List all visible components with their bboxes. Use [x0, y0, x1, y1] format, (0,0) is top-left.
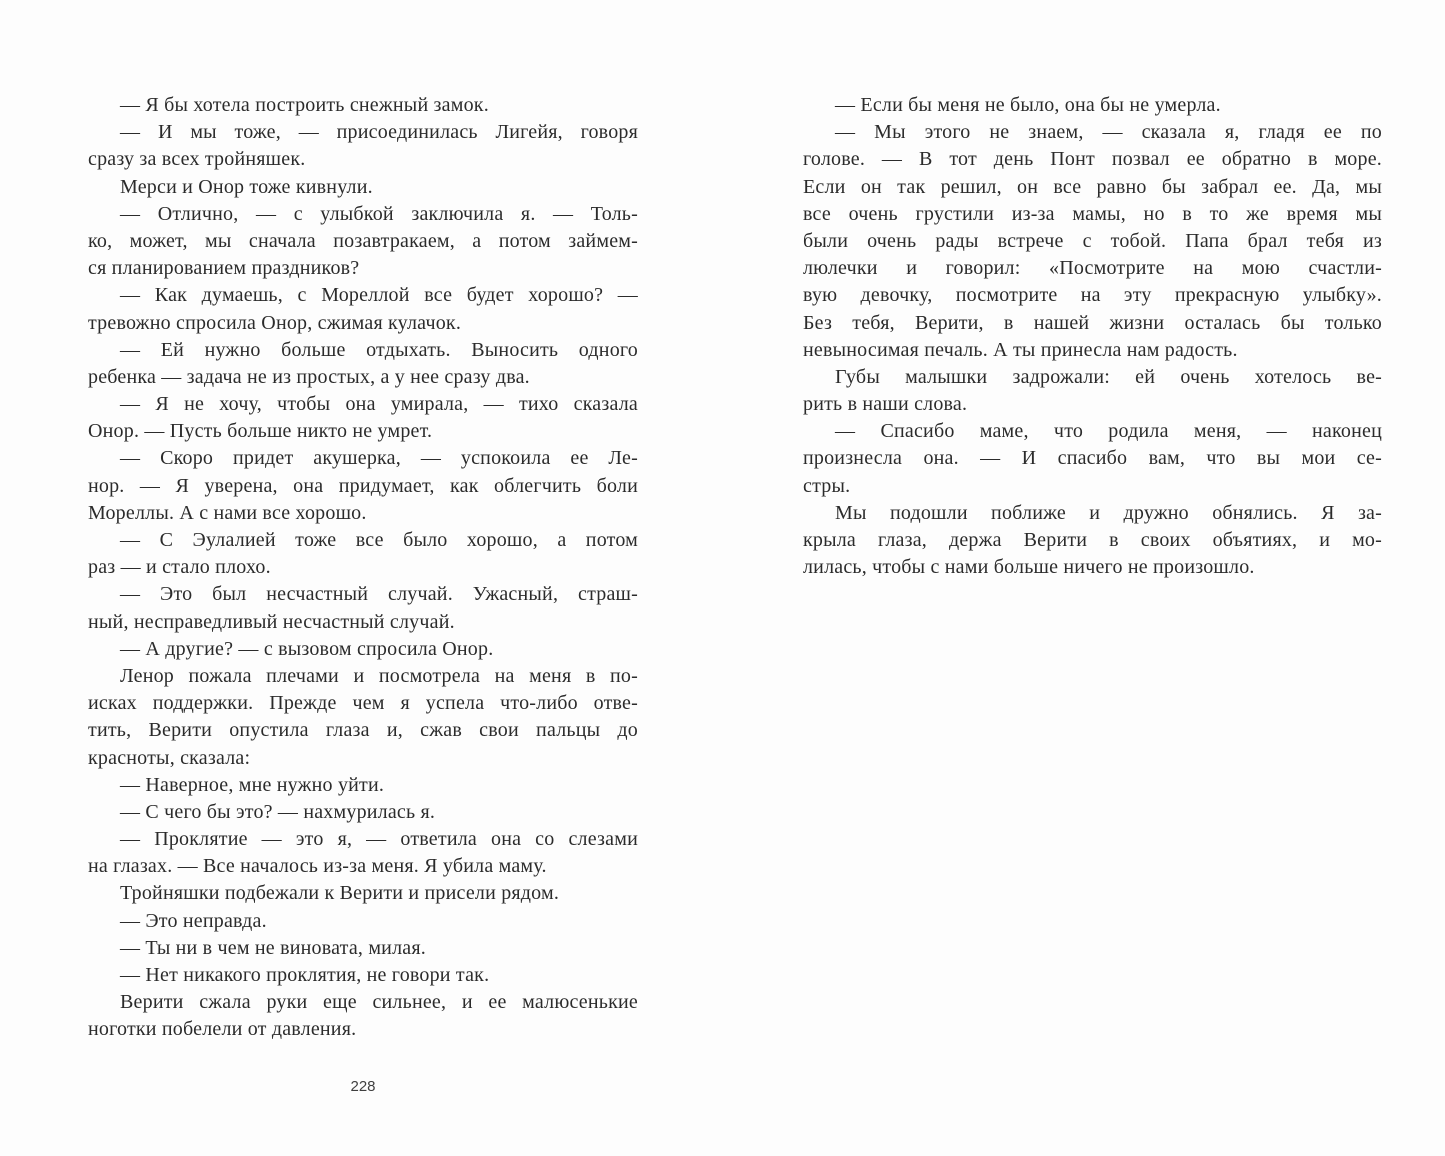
- text-line: — Проклятие — это я, — ответила она со слезами: [120, 828, 638, 851]
- text-line: — Наверное, мне нужно уйти.: [120, 773, 385, 796]
- text-line: Без тебя, Верити, в нашей жизни осталась бы только: [803, 311, 1382, 334]
- text-line: — Отлично, — с улыбкой заключила я. — Толь-: [120, 202, 638, 225]
- text-line: тить, Верити опустила глаза и, сжав свои пальцы до: [88, 719, 638, 742]
- left-page-text-column: [88, 92, 638, 1044]
- text-line: ребенка — задача не из простых, а у нее сразу два.: [88, 365, 530, 388]
- text-line: ноготки побелели от давления.: [88, 1018, 357, 1041]
- text-line: Мореллы. А с нами все хорошо.: [88, 501, 367, 524]
- text-line: Если он так решил, он все равно бы забрал ее. Да, мы: [803, 175, 1382, 198]
- text-line: нор. — Я уверена, она придумает, как облегчить боли: [88, 474, 638, 497]
- text-line: — Я бы хотела построить снежный замок.: [120, 94, 489, 116]
- text-line: красноты, сказала:: [88, 746, 251, 769]
- text-line: вую девочку, посмотрите на эту прекрасную улыбку».: [803, 284, 1382, 307]
- text-line: невыносимая печаль. А ты принесла нам радость.: [803, 338, 1238, 361]
- text-line: на глазах. — Все началось из-за меня. Я убила маму.: [88, 855, 547, 878]
- text-line: — Ты ни в чем не виновата, милая.: [120, 936, 426, 959]
- text-line: — Нет никакого проклятия, не говори так.: [120, 964, 490, 986]
- text-line: — Мы этого не знаем, — сказала я, гладя ее по: [835, 121, 1382, 144]
- text-line: Тройняшки подбежали к Верити и присели рядом.: [120, 882, 560, 905]
- text-line: — Скоро придет акушерка, — успокоила ее Ле-: [120, 447, 638, 470]
- text-line: стры.: [803, 474, 851, 497]
- text-line: произнесла она. — И спасибо вам, что вы мои се-: [803, 447, 1382, 470]
- text-line: — Если бы меня не было, она бы не умерла.: [835, 94, 1221, 116]
- text-line: ный, несправедливый несчастный случай.: [88, 610, 455, 633]
- text-line: голове. — В тот день Понт позвал ее обратно в море.: [803, 148, 1382, 171]
- text-line: были очень рады встрече с тобой. Папа брал тебя из: [803, 229, 1382, 252]
- text-line: Губы малышки задрожали: ей очень хотелось ве-: [835, 365, 1382, 388]
- text-line: — А другие? — с вызовом спросила Онор.: [120, 637, 494, 660]
- text-line: — С Эулалией тоже все было хорошо, а потом: [120, 529, 638, 551]
- text-line: лилась, чтобы с нами больше ничего не произошло.: [803, 556, 1255, 579]
- text-line: — Я не хочу, чтобы она умирала, — тихо сказала: [120, 393, 638, 416]
- text-line: все очень грустили из-за мамы, но в то же время мы: [803, 202, 1382, 225]
- text-line: Мы подошли поближе и дружно обнялись. Я за-: [835, 501, 1382, 524]
- text-line: — С чего бы это? — нахмурилась я.: [120, 800, 436, 823]
- text-line: крыла глаза, держа Верити в своих объятиях, и мо-: [803, 529, 1382, 551]
- page-number: 228: [350, 1078, 376, 1095]
- text-line: — Это неправда.: [120, 909, 267, 932]
- text-line: Мерси и Онор тоже кивнули.: [120, 175, 373, 198]
- text-line: ся планированием праздников?: [88, 257, 360, 280]
- right-page-text-column: [803, 92, 1382, 581]
- text-line: Онор. — Пусть больше никто не умрет.: [88, 420, 433, 443]
- text-line: тревожно спросила Онор, сжимая кулачок.: [88, 311, 462, 334]
- text-line: — И мы тоже, — присоединилась Лигейя, говоря: [120, 121, 638, 144]
- text-line: Ленор пожала плечами и посмотрела на меня в по-: [120, 664, 638, 687]
- text-line: ко, может, мы сначала позавтракаем, а потом займем-: [88, 229, 638, 252]
- text-line: — Ей нужно больше отдыхать. Выносить одного: [120, 338, 638, 361]
- text-line: сразу за всех тройняшек.: [88, 148, 306, 171]
- text-line: рить в наши слова.: [803, 393, 968, 416]
- text-line: — Спасибо маме, что родила меня, — наконец: [835, 420, 1382, 443]
- text-line: люлечки и говорил: «Посмотрите на мою счастли-: [803, 257, 1382, 280]
- text-line: Верити сжала руки еще сильнее, и ее малюсенькие: [120, 991, 638, 1014]
- text-line: исках поддержки. Прежде чем я успела что-либо отве-: [88, 692, 638, 715]
- text-line: — Это был несчастный случай. Ужасный, страш-: [120, 583, 638, 606]
- text-line: — Как думаешь, с Мореллой все будет хорошо? —: [120, 284, 638, 307]
- text-line: раз — и стало плохо.: [88, 556, 271, 579]
